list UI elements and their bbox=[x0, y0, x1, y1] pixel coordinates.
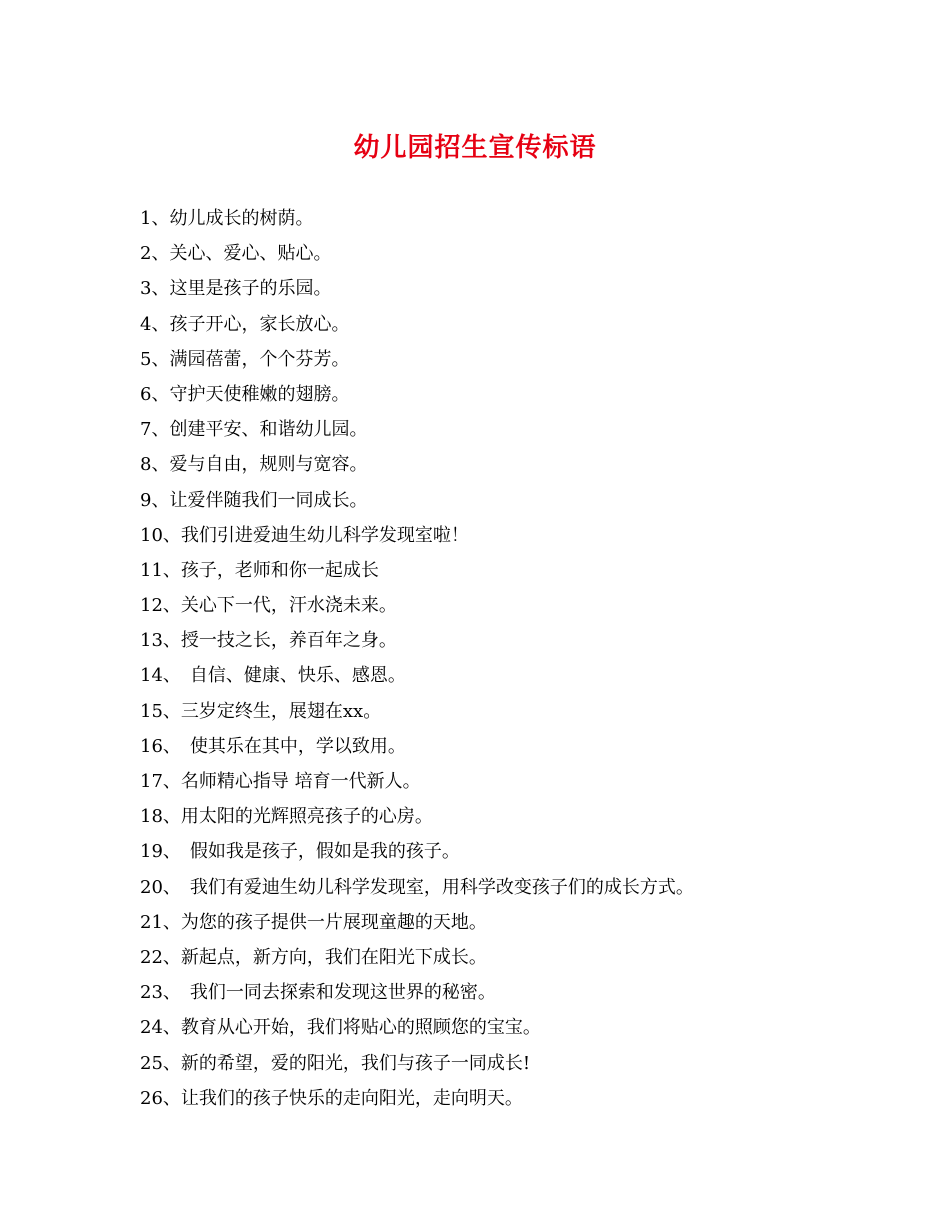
slogan-item: 5、满园蓓蕾，个个芬芳。 bbox=[140, 348, 350, 370]
slogan-item: 25、新的希望，爱的阳光，我们与孩子一同成长! bbox=[140, 1052, 531, 1074]
slogan-item: 4、孩子开心，家长放心。 bbox=[140, 313, 350, 335]
slogan-item: 14、 自信、健康、快乐、感恩。 bbox=[140, 665, 406, 687]
slogan-item: 26、让我们的孩子快乐的走向阳光，走向明天。 bbox=[140, 1087, 523, 1109]
document-title: 幼儿园招生宣传标语 bbox=[353, 133, 597, 163]
slogan-item: 3、这里是孩子的乐园。 bbox=[140, 278, 332, 300]
slogan-list bbox=[140, 201, 920, 1116]
slogan-item: 8、爱与自由，规则与宽容。 bbox=[140, 454, 368, 476]
slogan-item: 21、为您的孩子提供一片展现童趣的天地。 bbox=[140, 911, 487, 933]
slogan-item: 2、关心、爱心、贴心。 bbox=[140, 243, 332, 265]
slogan-item: 19、 假如我是孩子，假如是我的孩子。 bbox=[140, 841, 460, 863]
slogan-item: 23、 我们一同去探索和发现这世界的秘密。 bbox=[140, 982, 496, 1004]
slogan-item: 13、授一技之长，养百年之身。 bbox=[140, 630, 397, 652]
slogan-item: 24、教育从心开始，我们将贴心的照顾您的宝宝。 bbox=[140, 1017, 541, 1039]
slogan-item: 22、新起点，新方向，我们在阳光下成长。 bbox=[140, 946, 487, 968]
slogan-item: 6、守护天使稚嫩的翅膀。 bbox=[140, 383, 350, 405]
slogan-item: 20、 我们有爱迪生幼儿科学发现室，用科学改变孩子们的成长方式。 bbox=[140, 876, 694, 898]
slogan-item: 17、名师精心指导 培育一代新人。 bbox=[140, 771, 421, 792]
slogan-item: 12、关心下一代，汗水浇未来。 bbox=[140, 595, 397, 617]
slogan-item: 16、 使其乐在其中，学以致用。 bbox=[140, 735, 406, 757]
slogan-item: 1、幼儿成长的树荫。 bbox=[140, 208, 314, 229]
slogan-item: 11、孩子，老师和你一起成长 bbox=[140, 559, 379, 581]
slogan-item: 9、让爱伴随我们一同成长。 bbox=[140, 489, 368, 511]
slogan-item: 10、我们引进爱迪生幼儿科学发现室啦！ bbox=[140, 524, 469, 546]
slogan-item: 15、三岁定终生，展翅在xx。 bbox=[140, 700, 382, 722]
slogan-item: 18、用太阳的光辉照亮孩子的心房。 bbox=[140, 806, 433, 828]
slogan-item: 7、创建平安、和谐幼儿园。 bbox=[140, 419, 368, 441]
